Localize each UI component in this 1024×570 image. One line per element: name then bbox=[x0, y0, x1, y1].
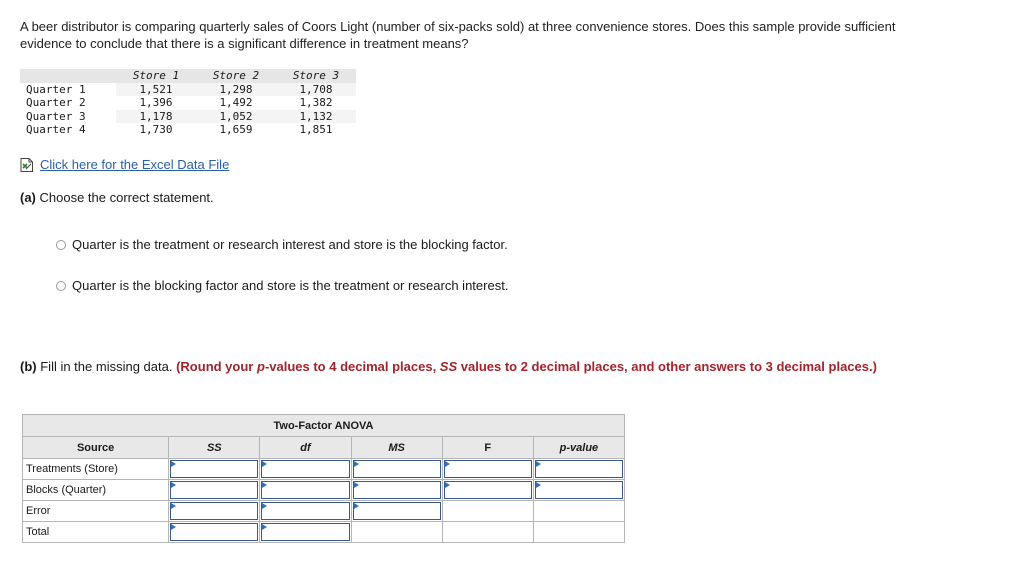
table-row bbox=[20, 83, 356, 97]
row-label: Quarter 4 bbox=[26, 123, 86, 136]
column-header: Store 3 bbox=[276, 69, 356, 83]
anova-table bbox=[22, 414, 625, 543]
data-table bbox=[20, 69, 356, 137]
row-label: Blocks (Quarter) bbox=[23, 480, 169, 501]
rounding-instruction bbox=[176, 359, 877, 374]
empty-cell bbox=[533, 522, 624, 543]
treatments-ss-input[interactable] bbox=[170, 460, 258, 478]
blocks-ms-input[interactable] bbox=[353, 481, 441, 499]
anova-row-error bbox=[23, 501, 625, 522]
table-cell: 1,382 bbox=[276, 96, 356, 110]
error-ms-input[interactable] bbox=[353, 502, 441, 520]
table-cell: 1,521 bbox=[116, 83, 196, 97]
anova-row-blocks bbox=[23, 480, 625, 501]
row-label: Error bbox=[23, 501, 169, 522]
table-cell: 1,730 bbox=[116, 123, 196, 137]
instr-mid: -values to 4 decimal places, bbox=[264, 359, 440, 374]
option-quarter-blocking[interactable] bbox=[56, 278, 508, 293]
table-cell: 1,396 bbox=[116, 96, 196, 110]
radio-button[interactable] bbox=[56, 240, 66, 250]
treatments-f-input[interactable] bbox=[444, 460, 532, 478]
header-p-value: p-value bbox=[533, 437, 624, 459]
option-label: Quarter is the blocking factor and store is the treatment or research interest. bbox=[72, 278, 509, 293]
error-ss-input[interactable] bbox=[170, 502, 258, 520]
table-cell: 1,659 bbox=[196, 123, 276, 137]
empty-cell bbox=[442, 522, 533, 543]
instr-rest: values to 2 decimal places, and other answers to 3 decimal places.) bbox=[457, 359, 877, 374]
column-header: Store 2 bbox=[196, 69, 276, 83]
table-row bbox=[20, 110, 356, 124]
table-cell: 1,851 bbox=[276, 123, 356, 137]
total-ss-input[interactable] bbox=[170, 523, 258, 541]
part-a-label: (a) bbox=[20, 190, 36, 205]
part-a-prompt bbox=[20, 190, 214, 205]
data-table-corner bbox=[20, 69, 116, 83]
option-label: Quarter is the treatment or research interest and store is the blocking factor. bbox=[72, 237, 508, 252]
table-row bbox=[20, 96, 356, 110]
empty-cell bbox=[442, 501, 533, 522]
instr-ss: SS bbox=[439, 359, 458, 374]
excel-file-icon bbox=[20, 158, 33, 172]
row-label: Quarter 2 bbox=[26, 96, 86, 109]
header-ms: MS bbox=[351, 437, 442, 459]
header-source: Source bbox=[23, 437, 169, 459]
instr-p: p bbox=[256, 359, 265, 374]
excel-data-link[interactable] bbox=[20, 157, 229, 172]
empty-cell bbox=[533, 501, 624, 522]
anova-row-treatments bbox=[23, 459, 625, 480]
blocks-ss-input[interactable] bbox=[170, 481, 258, 499]
column-header: Store 1 bbox=[116, 69, 196, 83]
blocks-p-value-input[interactable] bbox=[535, 481, 623, 499]
row-label: Quarter 1 bbox=[26, 82, 86, 96]
anova-row-total bbox=[23, 522, 625, 543]
table-cell: 1,492 bbox=[196, 96, 276, 110]
error-df-input[interactable] bbox=[261, 502, 349, 520]
part-b-label: (b) bbox=[20, 359, 37, 374]
treatments-p-value-input[interactable] bbox=[535, 460, 623, 478]
instr-prefix: (Round your bbox=[176, 359, 257, 374]
treatments-df-input[interactable] bbox=[261, 460, 349, 478]
radio-button[interactable] bbox=[56, 281, 66, 291]
option-quarter-treatment[interactable] bbox=[56, 237, 508, 252]
anova-title: Two-Factor ANOVA bbox=[23, 415, 625, 437]
blocks-f-input[interactable] bbox=[444, 481, 532, 499]
excel-link-text[interactable]: Click here for the Excel Data File bbox=[40, 157, 230, 172]
question-text: A beer distributor is comparing quarterly sales of Coors Light (number of six-packs sold) at three convenience stores. Does this sample provide sufficient evidence to conclude that there is a significant difference in treatment means? bbox=[20, 19, 896, 51]
table-row bbox=[20, 123, 356, 137]
table-cell: 1,132 bbox=[276, 110, 356, 124]
part-a-text: Choose the correct statement. bbox=[39, 190, 214, 205]
table-cell: 1,052 bbox=[196, 110, 276, 124]
table-cell: 1,178 bbox=[116, 110, 196, 124]
table-cell: 1,298 bbox=[196, 83, 276, 97]
part-b-text: Fill in the missing data. bbox=[40, 359, 173, 374]
row-label: Quarter 3 bbox=[26, 109, 86, 123]
header-f: F bbox=[442, 437, 533, 459]
empty-cell bbox=[351, 522, 442, 543]
treatments-ms-input[interactable] bbox=[353, 460, 441, 478]
header-ss: SS bbox=[169, 437, 260, 459]
row-label: Treatments (Store) bbox=[23, 459, 169, 480]
header-df: df bbox=[260, 437, 351, 459]
blocks-df-input[interactable] bbox=[261, 481, 349, 499]
row-label: Total bbox=[23, 522, 169, 543]
part-b-prompt bbox=[20, 358, 900, 375]
total-df-input[interactable] bbox=[261, 523, 349, 541]
table-cell: 1,708 bbox=[276, 83, 356, 97]
